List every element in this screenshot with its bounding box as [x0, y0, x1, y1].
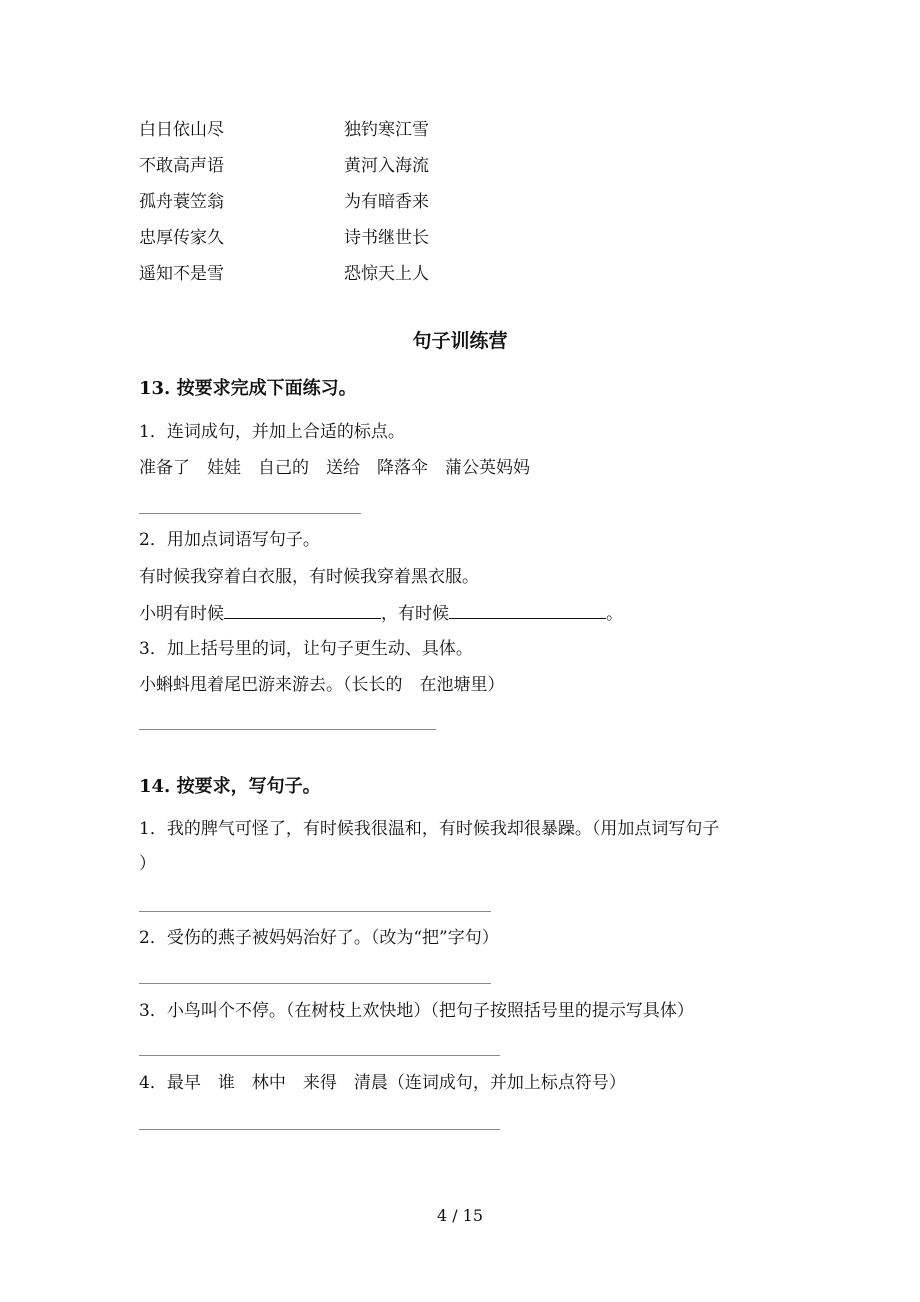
q14-item4: 4．最早 谁 林中 来得 清晨（连词成句，并加上标点符号）: [139, 1073, 626, 1093]
word-2: 娃娃: [207, 458, 241, 478]
fill-prefix: 小明有时候: [139, 604, 224, 624]
q13-item3-label: 3．加上括号里的词，让句子更生动、具体。: [139, 639, 473, 659]
poem-right-5: 恐惊天上人: [344, 264, 429, 284]
poem-left-2: 不敢高声语: [139, 156, 224, 176]
fill-blank-1[interactable]: [224, 602, 381, 619]
q14-item2: 2．受伤的燕子被妈妈治好了。（改为“把”字句）: [139, 928, 499, 948]
fill-suffix: 。: [606, 604, 623, 624]
q14-title: 14. 按要求，写句子。: [139, 776, 321, 797]
q13-item1-words: [139, 457, 547, 479]
q14-item3: 3．小鸟叫个不停。（在树枝上欢快地）（把句子按照括号里的提示写具体）: [139, 1001, 694, 1021]
poem-right-1: 独钓寒江雪: [344, 120, 429, 140]
poem-right-3: 为有暗香来: [344, 192, 429, 212]
poem-left-5: 遥知不是雪: [139, 264, 224, 284]
word-6: 蒲公英妈妈: [445, 458, 530, 478]
q13-title: 13. 按要求完成下面练习。: [139, 378, 357, 399]
fill-middle: ，有时候: [381, 604, 449, 624]
poem-left-4: 忠厚传家久: [139, 228, 224, 248]
word-4: 送给: [326, 458, 360, 478]
poem-left-3: 孤舟蓑笠翁: [139, 192, 224, 212]
q13-item1-label: 1．连词成句，并加上合适的标点。: [139, 422, 405, 442]
poem-left-1: 白日依山尽: [139, 120, 224, 140]
fill-blank-2[interactable]: [449, 602, 606, 619]
q13-item2-label: 2．用加点词语写句子。: [139, 530, 320, 550]
poem-right-4: 诗书继世长: [344, 228, 429, 248]
poem-right-2: 黄河入海流: [344, 156, 429, 176]
q14-item2-answer-line[interactable]: [139, 983, 491, 984]
q13-item2-fill-sentence: [139, 602, 623, 625]
q14-item1-line1: 1．我的脾气可怪了，有时候我很温和，有时候我却很暴躁。（用加点词写句子: [139, 819, 720, 839]
q13-item3-answer-line[interactable]: [139, 729, 436, 730]
section-title: 句子训练营: [412, 330, 508, 352]
q14-item3-answer-line[interactable]: [139, 1055, 500, 1056]
q14-item1-answer-line[interactable]: [139, 911, 491, 912]
q13-item2-example: 有时候我穿着白衣服，有时候我穿着黑衣服。: [139, 567, 479, 587]
q14-item1-line2: ）: [139, 854, 156, 874]
q14-item4-answer-line[interactable]: [139, 1129, 500, 1130]
q13-item3-sentence: 小蝌蚪甩着尾巴游来游去。（长长的 在池塘里）: [139, 675, 505, 695]
word-5: 降落伞: [377, 458, 428, 478]
word-3: 自己的: [258, 458, 309, 478]
q13-item1-answer-line[interactable]: [139, 513, 361, 514]
word-1: 准备了: [139, 458, 190, 478]
page-number: 4 / 15: [436, 1206, 484, 1225]
